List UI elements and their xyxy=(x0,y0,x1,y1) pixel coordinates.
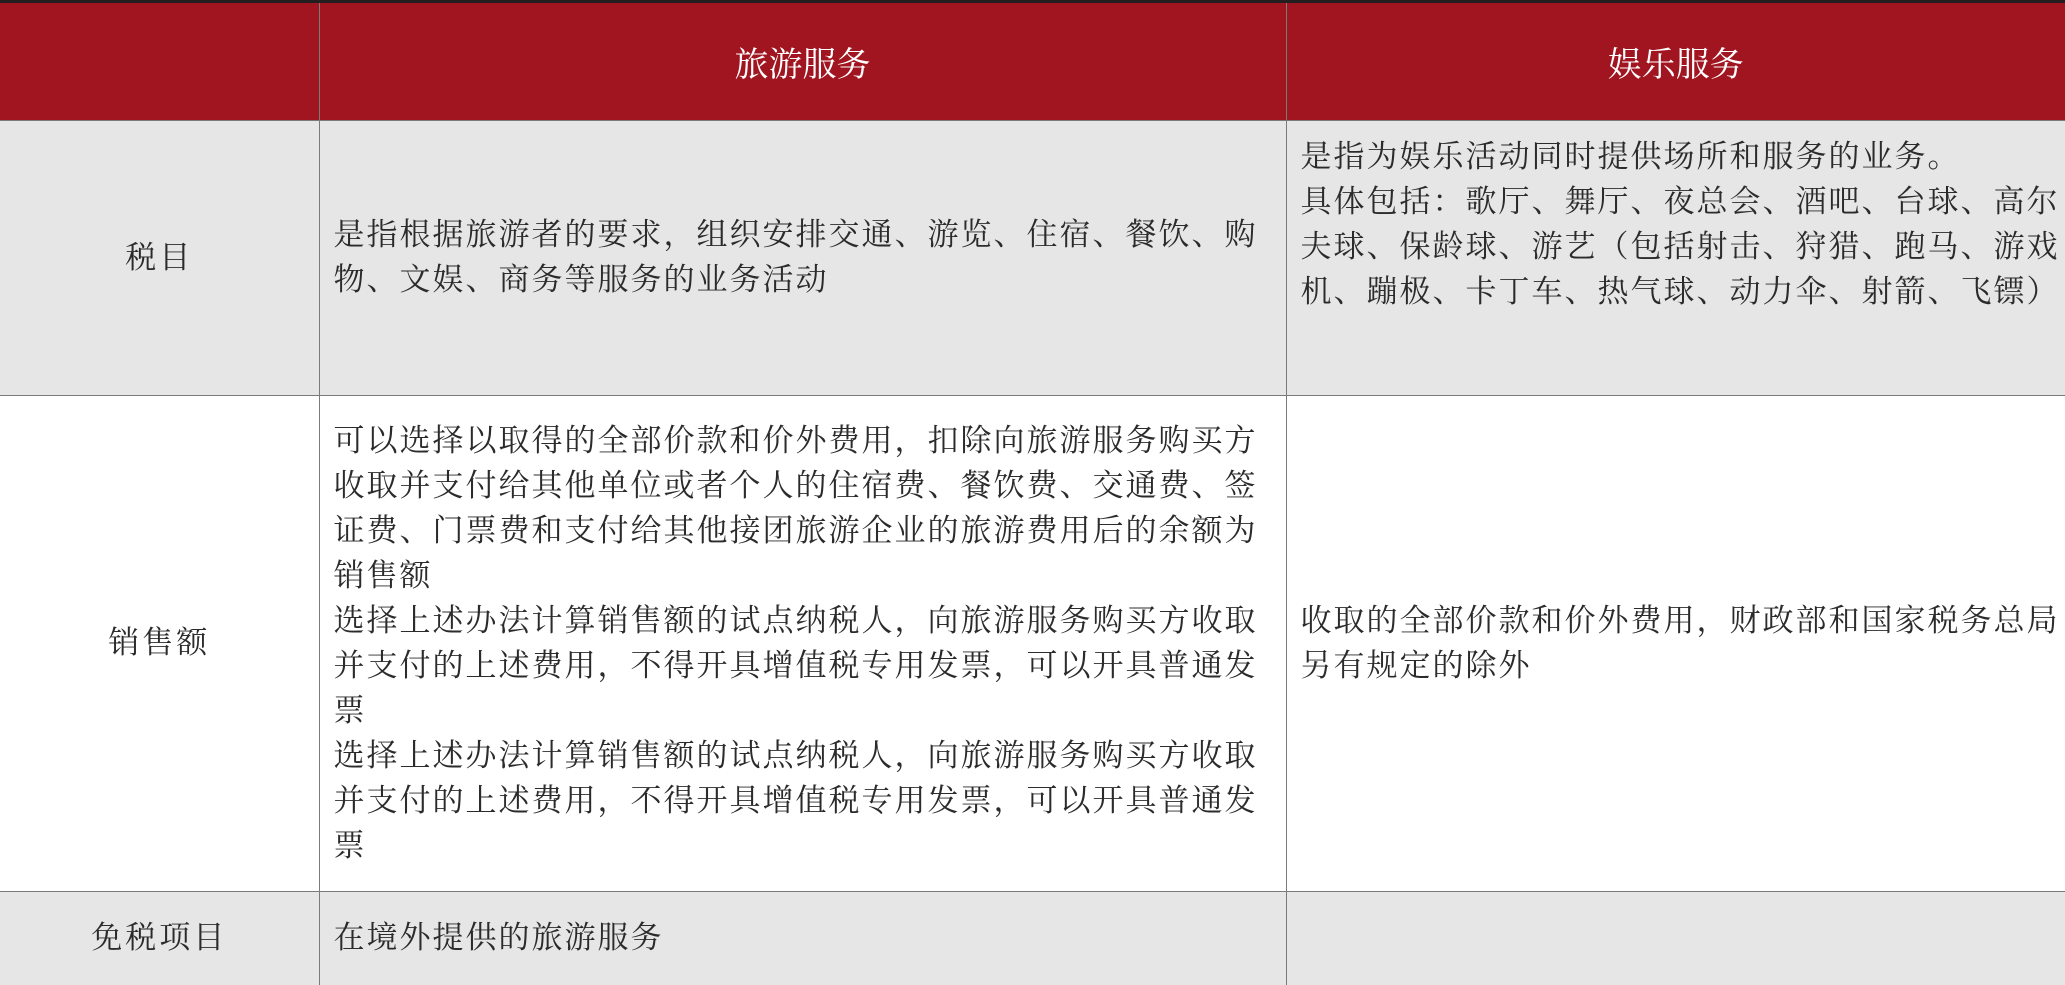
header-row xyxy=(0,3,2065,121)
cell-text: 选择上述办法计算销售额的试点纳税人，向旅游服务购买方收取并支付的上述费用，不得开具增值税专用发票，可以开具普通发票 xyxy=(334,599,1286,734)
cell-text: 在境外提供的旅游服务 xyxy=(334,916,1286,961)
cell-entertainment-sales xyxy=(1286,396,2065,892)
table-row-exempt xyxy=(0,892,2065,985)
table-row-sales xyxy=(0,396,2065,892)
header-entertainment: 娱乐服务 xyxy=(1286,3,2065,121)
row-label-sales: 销售额 xyxy=(0,396,319,892)
cell-text: 可以选择以取得的全部价款和价外费用，扣除向旅游服务购买方收取并支付给其他单位或者个人的住宿费、餐饮费、交通费、签证费、门票费和支付给其他接团旅游企业的旅游费用后的余额为销售额 xyxy=(334,419,1286,599)
cell-tourism-tax-item xyxy=(319,121,1286,396)
table-row-tax-item xyxy=(0,121,2065,396)
cell-tourism-sales xyxy=(319,396,1286,892)
cell-entertainment-exempt xyxy=(1286,892,2065,985)
cell-entertainment-tax-item xyxy=(1286,121,2065,396)
cell-text: 收取的全部价款和价外费用，财政部和国家税务总局另有规定的除外 xyxy=(1301,599,2065,689)
cell-text: 选择上述办法计算销售额的试点纳税人，向旅游服务购买方收取并支付的上述费用，不得开具增值税专用发票，可以开具普通发票 xyxy=(334,734,1286,869)
comparison-table xyxy=(0,3,2065,985)
row-label-tax-item: 税目 xyxy=(0,121,319,396)
row-label-exempt: 免税项目 xyxy=(0,892,319,985)
header-tourism: 旅游服务 xyxy=(319,3,1286,121)
cell-text: 是指根据旅游者的要求，组织安排交通、游览、住宿、餐饮、购物、文娱、商务等服务的业务活动 xyxy=(334,213,1286,303)
cell-tourism-exempt xyxy=(319,892,1286,985)
cell-text: 具体包括：歌厅、舞厅、夜总会、酒吧、台球、高尔夫球、保龄球、游艺（包括射击、狩猎、跑马、游戏机、蹦极、卡丁车、热气球、动力伞、射箭、飞镖） xyxy=(1301,180,2065,315)
cell-text: 是指为娱乐活动同时提供场所和服务的业务。 xyxy=(1301,135,2065,180)
header-corner xyxy=(0,3,319,121)
